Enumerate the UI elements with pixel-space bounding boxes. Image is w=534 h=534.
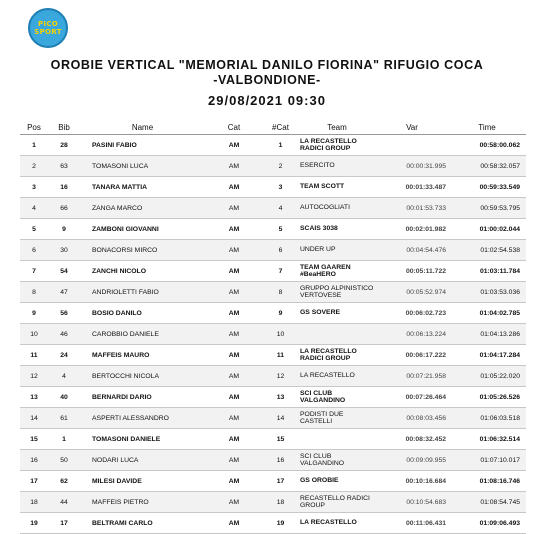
bib-cell: 9 <box>48 219 80 240</box>
pos-cell: 7 <box>20 261 48 282</box>
table-row <box>20 240 526 261</box>
var-cell: 00:07:26.464 <box>376 387 448 408</box>
var-cell: 00:09:09.955 <box>376 450 448 471</box>
bib-cell: 16 <box>48 177 80 198</box>
var-cell: 00:01:33.487 <box>376 177 448 198</box>
catpos-cell: 1 <box>263 135 298 156</box>
cat-cell: AM <box>205 198 263 219</box>
catpos-cell: 6 <box>263 240 298 261</box>
header-row <box>20 120 526 135</box>
table-row <box>20 387 526 408</box>
name-cell: BONACORSI MIRCO <box>80 240 205 261</box>
catpos-cell: 5 <box>263 219 298 240</box>
bib-cell: 50 <box>48 450 80 471</box>
catpos-cell: 15 <box>263 429 298 450</box>
table-row <box>20 282 526 303</box>
catpos-cell: 9 <box>263 303 298 324</box>
name-cell: NODARI LUCA <box>80 450 205 471</box>
pos-cell: 14 <box>20 408 48 429</box>
cat-cell: AM <box>205 156 263 177</box>
cat-cell: AM <box>205 471 263 492</box>
table-row <box>20 135 526 156</box>
bib-cell: 44 <box>48 492 80 513</box>
var-cell: 00:06:02.723 <box>376 303 448 324</box>
catpos-cell: 7 <box>263 261 298 282</box>
bib-cell: 1 <box>48 429 80 450</box>
time-cell: 01:04:02.785 <box>448 303 526 324</box>
table-row <box>20 513 526 534</box>
cat-cell: AM <box>205 261 263 282</box>
pos-cell: 12 <box>20 366 48 387</box>
col-catpos: #Cat <box>263 120 298 135</box>
catpos-cell: 3 <box>263 177 298 198</box>
time-cell: 01:04:17.284 <box>448 345 526 366</box>
team-cell: RECASTELLO RADICI GROUP <box>298 492 376 513</box>
pos-cell: 9 <box>20 303 48 324</box>
team-cell: PODISTI DUE CASTELLI <box>298 408 376 429</box>
team-cell: GS OROBIE <box>298 471 376 492</box>
catpos-cell: 18 <box>263 492 298 513</box>
table-row <box>20 177 526 198</box>
cat-cell: AM <box>205 345 263 366</box>
table-row <box>20 450 526 471</box>
col-var: Var <box>376 120 448 135</box>
var-cell: 00:05:52.974 <box>376 282 448 303</box>
bib-cell: 40 <box>48 387 80 408</box>
team-cell: GS SOVERE <box>298 303 376 324</box>
team-cell <box>298 429 376 450</box>
name-cell: TANARA MATTIA <box>80 177 205 198</box>
team-cell: SCI CLUB VALGANDINO <box>298 450 376 471</box>
table-row <box>20 408 526 429</box>
catpos-cell: 8 <box>263 282 298 303</box>
time-cell: 01:09:06.493 <box>448 513 526 534</box>
name-cell: BELTRAMI CARLO <box>80 513 205 534</box>
name-cell: BOSIO DANILO <box>80 303 205 324</box>
name-cell: PASINI FABIO <box>80 135 205 156</box>
table-row <box>20 471 526 492</box>
pos-cell: 18 <box>20 492 48 513</box>
team-cell: LA RECASTELLO RADICI GROUP <box>298 135 376 156</box>
pos-cell: 15 <box>20 429 48 450</box>
col-team: Team <box>298 120 376 135</box>
team-cell: LA RECASTELLO <box>298 366 376 387</box>
catpos-cell: 2 <box>263 156 298 177</box>
race-location: -VALBONDIONE- <box>213 73 321 87</box>
pos-cell: 1 <box>20 135 48 156</box>
cat-cell: AM <box>205 513 263 534</box>
pos-cell: 13 <box>20 387 48 408</box>
time-cell: 01:08:16.746 <box>448 471 526 492</box>
time-cell: 01:02:54.538 <box>448 240 526 261</box>
var-cell: 00:00:31.995 <box>376 156 448 177</box>
bib-cell: 62 <box>48 471 80 492</box>
name-cell: MILESI DAVIDE <box>80 471 205 492</box>
pos-cell: 10 <box>20 324 48 345</box>
bib-cell: 28 <box>48 135 80 156</box>
col-bib: Bib <box>48 120 80 135</box>
name-cell: ZAMBONI GIOVANNI <box>80 219 205 240</box>
time-cell: 01:05:26.526 <box>448 387 526 408</box>
team-cell: AUTOCOGLIATI <box>298 198 376 219</box>
var-cell: 00:04:54.476 <box>376 240 448 261</box>
var-cell: 00:02:01.982 <box>376 219 448 240</box>
catpos-cell: 12 <box>263 366 298 387</box>
bib-cell: 61 <box>48 408 80 429</box>
bib-cell: 63 <box>48 156 80 177</box>
time-cell: 01:03:53.036 <box>448 282 526 303</box>
var-cell: 00:07:21.958 <box>376 366 448 387</box>
pos-cell: 16 <box>20 450 48 471</box>
table-row <box>20 492 526 513</box>
time-cell: 00:59:33.549 <box>448 177 526 198</box>
name-cell: BERNARDI DARIO <box>80 387 205 408</box>
results-body <box>20 135 526 534</box>
cat-cell: AM <box>205 219 263 240</box>
team-cell: SCI CLUB VALGANDINO <box>298 387 376 408</box>
pos-cell: 6 <box>20 240 48 261</box>
table-row <box>20 345 526 366</box>
time-cell: 01:06:32.514 <box>448 429 526 450</box>
time-cell: 00:59:53.795 <box>448 198 526 219</box>
var-cell: 00:11:06.431 <box>376 513 448 534</box>
cat-cell: AM <box>205 492 263 513</box>
pos-cell: 2 <box>20 156 48 177</box>
table-row <box>20 429 526 450</box>
catpos-cell: 10 <box>263 324 298 345</box>
var-cell <box>376 135 448 156</box>
time-cell: 01:04:13.286 <box>448 324 526 345</box>
results-table <box>20 120 526 534</box>
team-cell: GRUPPO ALPINISTICO VERTOVESE <box>298 282 376 303</box>
team-cell: SCAIS 3038 <box>298 219 376 240</box>
name-cell: ZANCHI NICOLO <box>80 261 205 282</box>
team-cell: ESERCITO <box>298 156 376 177</box>
cat-cell: AM <box>205 324 263 345</box>
catpos-cell: 4 <box>263 198 298 219</box>
name-cell: ANDRIOLETTI FABIO <box>80 282 205 303</box>
cat-cell: AM <box>205 135 263 156</box>
pos-cell: 11 <box>20 345 48 366</box>
logo-line-1: PICO <box>37 20 59 28</box>
team-cell: TEAM SCOTT <box>298 177 376 198</box>
var-cell: 00:10:54.683 <box>376 492 448 513</box>
team-cell: LA RECASTELLO RADICI GROUP <box>298 345 376 366</box>
var-cell: 00:08:32.452 <box>376 429 448 450</box>
table-row <box>20 366 526 387</box>
col-pos: Pos <box>20 120 48 135</box>
pos-cell: 5 <box>20 219 48 240</box>
var-cell: 00:10:16.684 <box>376 471 448 492</box>
table-row <box>20 261 526 282</box>
cat-cell: AM <box>205 387 263 408</box>
team-cell: TEAM GAAREN #BeaHERO <box>298 261 376 282</box>
cat-cell: AM <box>205 450 263 471</box>
bib-cell: 54 <box>48 261 80 282</box>
catpos-cell: 19 <box>263 513 298 534</box>
bib-cell: 24 <box>48 345 80 366</box>
var-cell: 00:06:17.222 <box>376 345 448 366</box>
catpos-cell: 16 <box>263 450 298 471</box>
cat-cell: AM <box>205 240 263 261</box>
catpos-cell: 14 <box>263 408 298 429</box>
table-row <box>20 303 526 324</box>
col-name: Name <box>80 120 205 135</box>
var-cell: 00:05:11.722 <box>376 261 448 282</box>
cat-cell: AM <box>205 366 263 387</box>
cat-cell: AM <box>205 408 263 429</box>
table-row <box>20 198 526 219</box>
team-cell <box>298 324 376 345</box>
time-cell: 01:00:02.044 <box>448 219 526 240</box>
cat-cell: AM <box>205 303 263 324</box>
name-cell: MAFFEIS PIETRO <box>80 492 205 513</box>
bib-cell: 46 <box>48 324 80 345</box>
time-cell: 01:08:54.745 <box>448 492 526 513</box>
var-cell: 00:08:03.456 <box>376 408 448 429</box>
pos-cell: 17 <box>20 471 48 492</box>
name-cell: ZANGA MARCO <box>80 198 205 219</box>
name-cell: TOMASONI LUCA <box>80 156 205 177</box>
cat-cell: AM <box>205 177 263 198</box>
var-cell: 00:01:53.733 <box>376 198 448 219</box>
bib-cell: 56 <box>48 303 80 324</box>
time-cell: 01:07:10.017 <box>448 450 526 471</box>
bib-cell: 47 <box>48 282 80 303</box>
bib-cell: 4 <box>48 366 80 387</box>
race-date-time: 29/08/2021 09:30 <box>208 93 326 108</box>
cat-cell: AM <box>205 282 263 303</box>
col-cat: Cat <box>205 120 263 135</box>
time-cell: 00:58:32.057 <box>448 156 526 177</box>
pos-cell: 3 <box>20 177 48 198</box>
name-cell: ASPERTI ALESSANDRO <box>80 408 205 429</box>
time-cell: 01:03:11.784 <box>448 261 526 282</box>
bib-cell: 66 <box>48 198 80 219</box>
pos-cell: 4 <box>20 198 48 219</box>
pos-cell: 8 <box>20 282 48 303</box>
var-cell: 00:06:13.224 <box>376 324 448 345</box>
name-cell: MAFFEIS MAURO <box>80 345 205 366</box>
time-cell: 00:58:00.062 <box>448 135 526 156</box>
name-cell: TOMASONI DANIELE <box>80 429 205 450</box>
time-cell: 01:06:03.518 <box>448 408 526 429</box>
team-cell: LA RECASTELLO <box>298 513 376 534</box>
table-row <box>20 324 526 345</box>
name-cell: CAROBBIO DANIELE <box>80 324 205 345</box>
col-time: Time <box>448 120 526 135</box>
bib-cell: 17 <box>48 513 80 534</box>
catpos-cell: 13 <box>263 387 298 408</box>
catpos-cell: 17 <box>263 471 298 492</box>
table-row <box>20 219 526 240</box>
bib-cell: 30 <box>48 240 80 261</box>
pico-sport-logo <box>28 8 68 48</box>
logo-line-2: SPORT <box>34 28 62 36</box>
pos-cell: 19 <box>20 513 48 534</box>
name-cell: BERTOCCHI NICOLA <box>80 366 205 387</box>
time-cell: 01:05:22.020 <box>448 366 526 387</box>
table-row <box>20 156 526 177</box>
catpos-cell: 11 <box>263 345 298 366</box>
team-cell: UNDER UP <box>298 240 376 261</box>
race-title: OROBIE VERTICAL "MEMORIAL DANILO FIORINA" RIFUGIO COCA <box>50 58 484 72</box>
cat-cell: AM <box>205 429 263 450</box>
